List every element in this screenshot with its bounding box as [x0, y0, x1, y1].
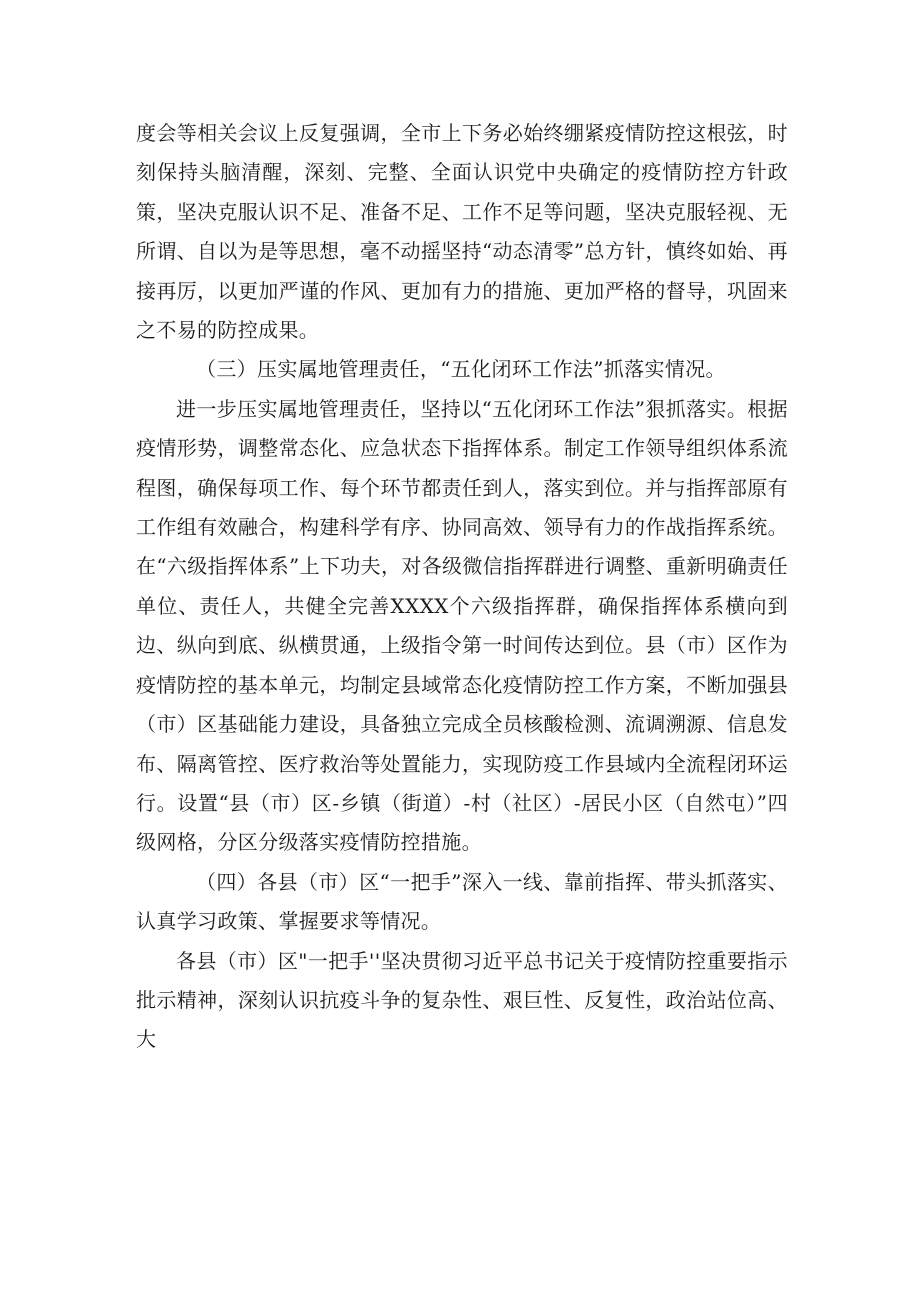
section-heading-3: （三）压实属地管理责任，“五化闭环工作法”抓落实情况。	[196, 357, 726, 382]
paragraph-section-3-body: 进一步压实属地管理责任，坚持以“五化闭环工作法”狠抓落实。根据疫情形势，调整常态化、应急状态下指挥体系。制定工作领导组织体系流程图，确保每项工作、每个环节都责任到人，落实到位。并与指挥部原有工作组有效融合，构建科学有序、协同高效、领导有力的作战指挥系统。在“六级指挥体系”上下功夫，对各级微信指挥群进行调整、重新明确责任单位、责任人，共健全完善XXXX个六级指挥群，确保指挥体系横向到边、纵向到底、纵横贯通，上级指令第一时间传达到位。县（市）区作为疫情防控的基本单元，均制定县域常态化疫情防控工作方案，不断加强县（市）区基础能力建设，具备独立完成全员核酸检测、流调溯源、信息发布、隔离管控、医疗救治等处置能力，实现防疫工作县域内全流程闭环运行。设置“县（市）区-乡镇（街道）-村（社区）-居民小区（自然屯）”四级网格，分区分级落实疫情防控措施。	[136, 396, 788, 855]
section-heading-4: （四）各县（市）区“一把手”深入一线、靠前指挥、带头抓落实、认真学习政策、掌握要求等情况。	[136, 869, 788, 934]
paragraph-section-4-body: 各县（市）区"一把手''坚决贯彻习近平总书记关于疫情防控重要指示批示精神，深刻认识抗疫斗争的复杂性、艰巨性、反复性，政治站位高、大	[136, 948, 788, 1052]
paragraph-continuation: 度会等相关会议上反复强调，全市上下务必始终绷紧疫情防控这根弦，时刻保持头脑清醒，深刻、完整、全面认识党中央确定的疫情防控方针政策，坚决克服认识不足、准备不足、工作不足等问题，坚决克服轻视、无所谓、自以为是等思想，毫不动摇坚持“动态清零”总方针，慎终如始、再接再厉，以更加严谨的作风、更加有力的措施、更加严格的督导，巩固来之不易的防控成果。	[136, 121, 788, 343]
document-body	[136, 114, 788, 1060]
